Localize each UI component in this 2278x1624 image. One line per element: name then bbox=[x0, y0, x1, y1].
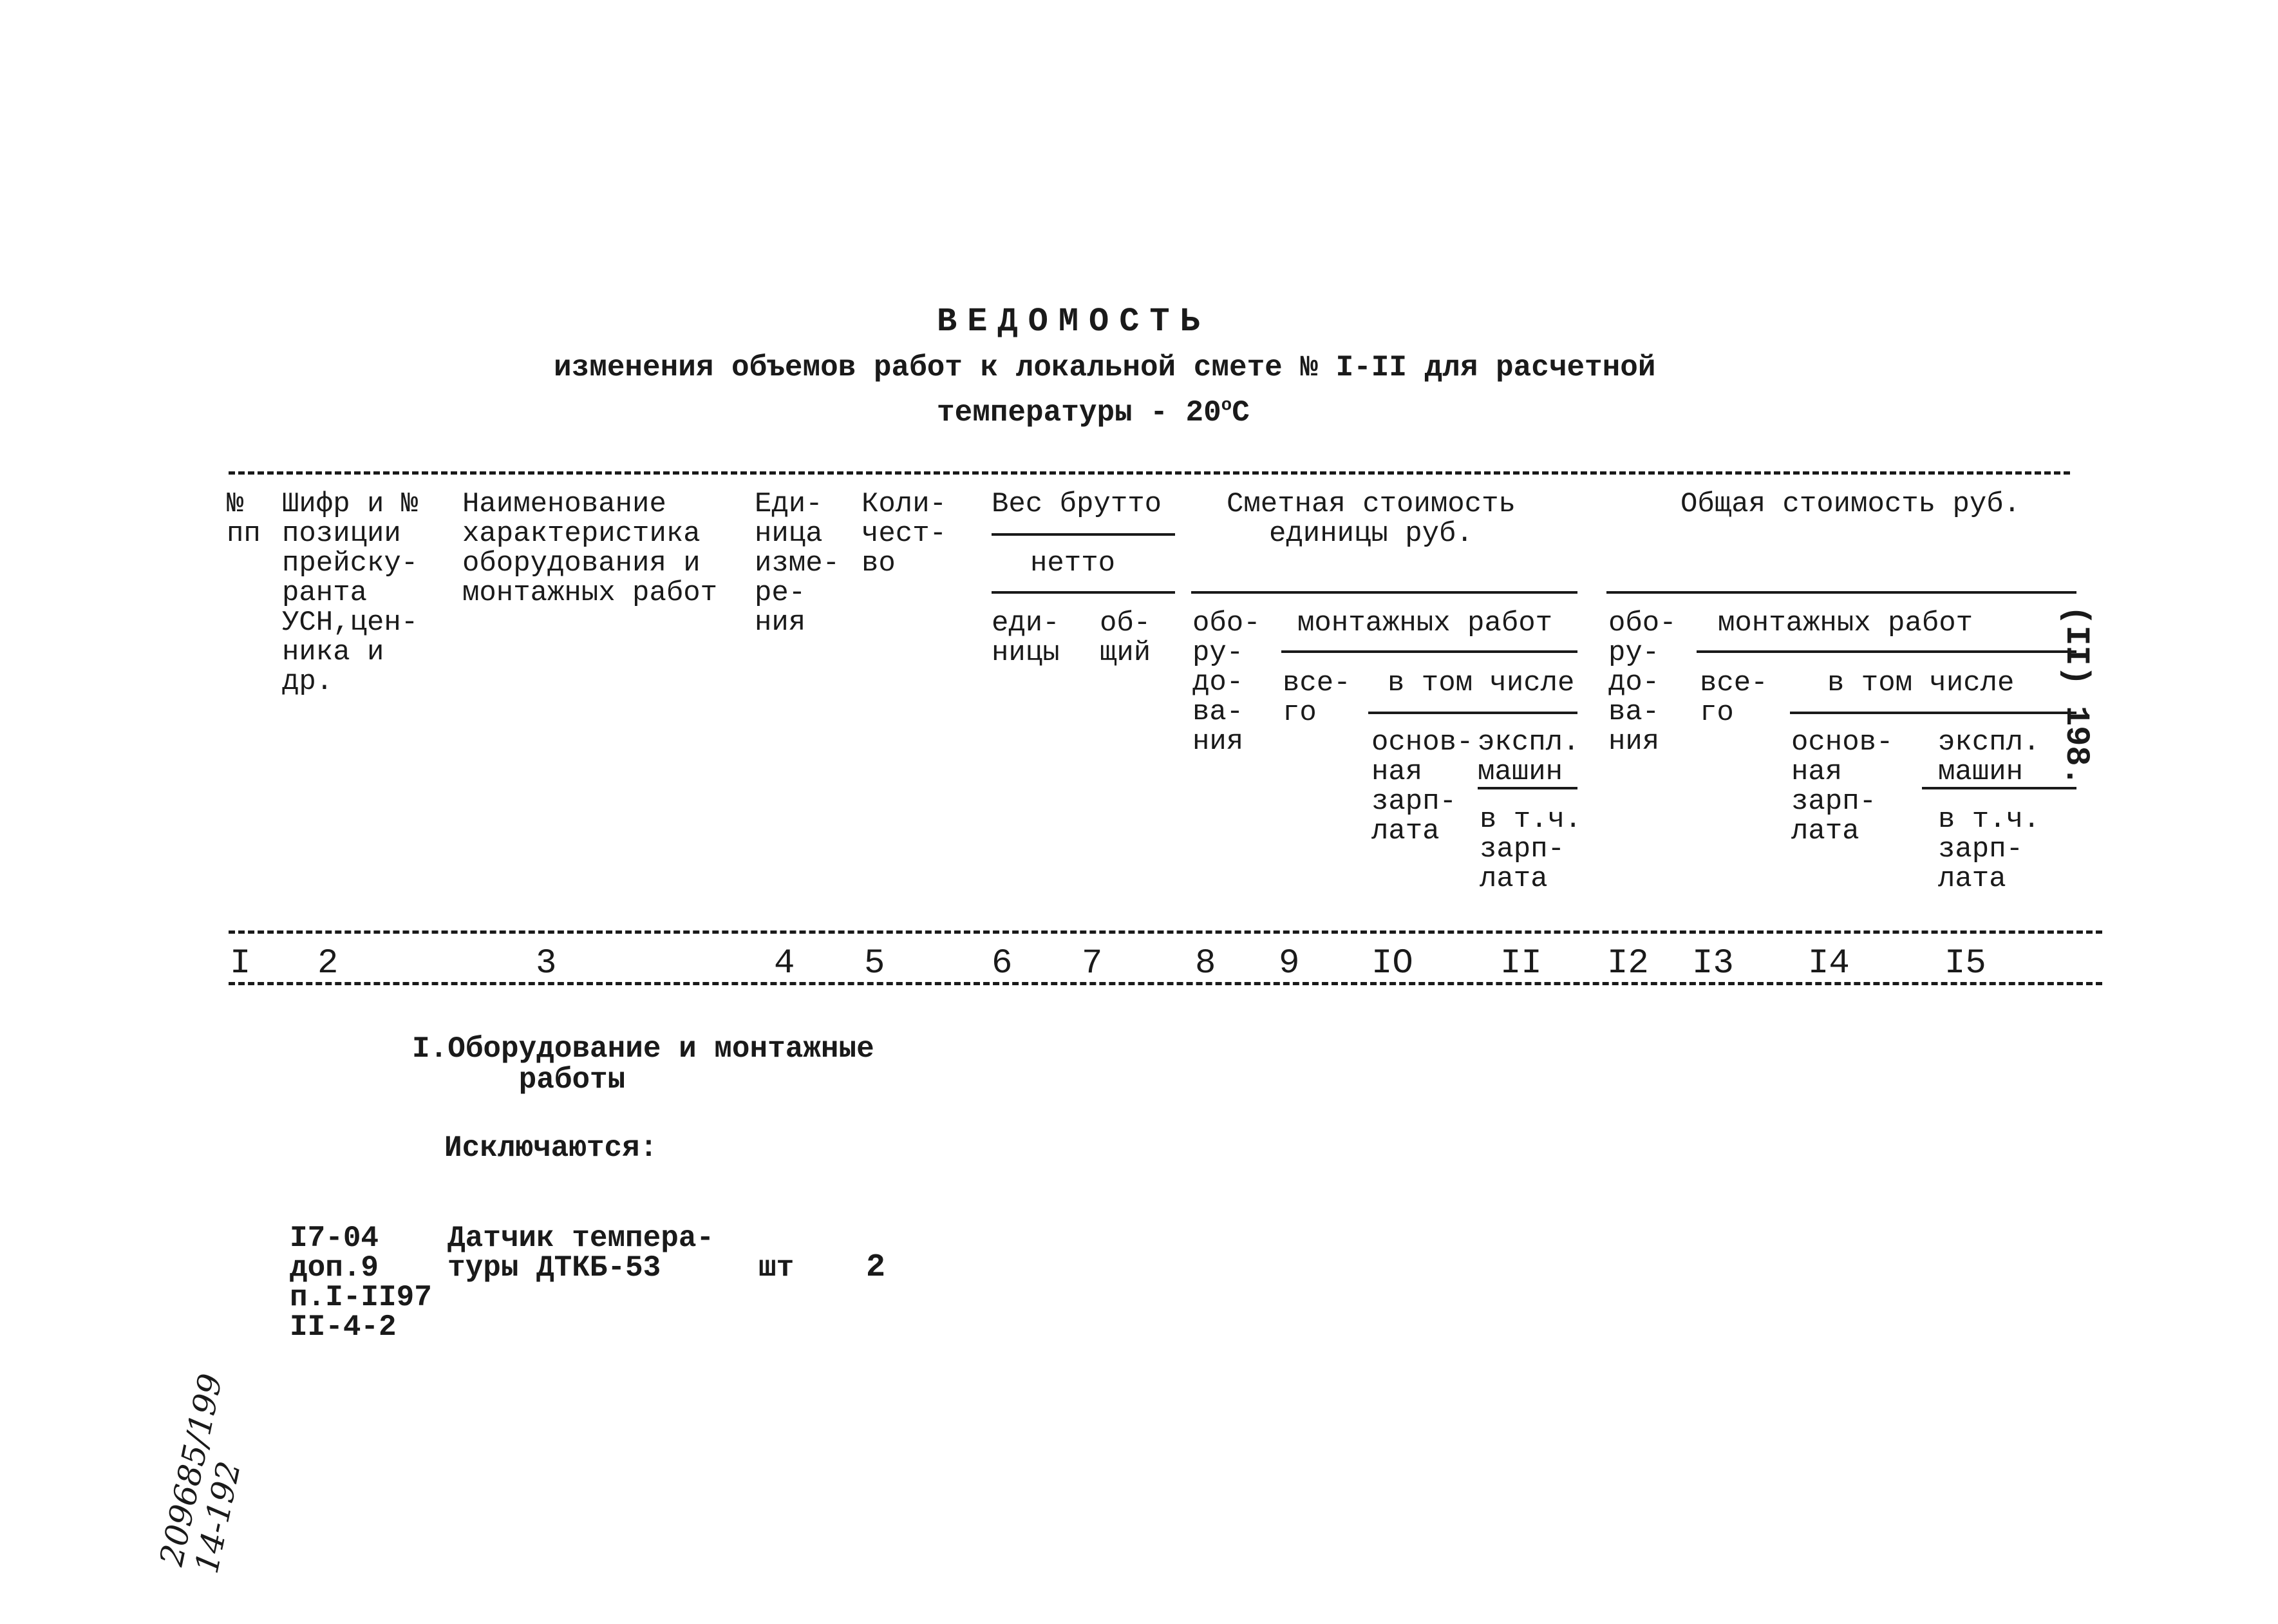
header-col-quantity: Коли- чест- во bbox=[861, 488, 947, 580]
total-mounting-rule bbox=[1697, 650, 2076, 653]
weight-rule-2 bbox=[992, 591, 1175, 594]
column-number-10: IO bbox=[1371, 944, 1413, 983]
row-quantity: 2 bbox=[866, 1249, 886, 1286]
header-col-name: Наименование характеристика оборудования и монтажных работ bbox=[462, 488, 718, 609]
row-code: I7-04 доп.9 п.I-II97 II-4-2 bbox=[290, 1222, 432, 1344]
unit-including-rule bbox=[1368, 712, 1577, 714]
header-total-cost-group: Общая стоимость руб. bbox=[1680, 488, 2021, 520]
column-number-2: 2 bbox=[317, 944, 339, 983]
total-machine-rule bbox=[1922, 787, 2076, 789]
header-top-rule bbox=[229, 471, 2070, 475]
header-unit-including: в том числе bbox=[1388, 667, 1575, 699]
unit-mounting-rule bbox=[1281, 650, 1577, 653]
document-title: ВЕДОМОСТЬ bbox=[937, 303, 1210, 341]
column-number-9: 9 bbox=[1279, 944, 1300, 983]
total-cost-rule bbox=[1606, 591, 2076, 594]
column-number-14: I4 bbox=[1808, 944, 1850, 983]
sheet-number: (II) 198. bbox=[2057, 605, 2095, 786]
excluded-label: Исключаются: bbox=[444, 1131, 658, 1165]
header-unit-mounting: монтажных работ bbox=[1297, 607, 1553, 639]
header-col-number: № пп bbox=[227, 488, 261, 550]
header-weight-total: об- щий bbox=[1100, 607, 1151, 669]
header-weight-unit: еди- ницы bbox=[992, 607, 1060, 669]
header-unit-base-salary: основ- ная зарп- лата bbox=[1371, 726, 1474, 847]
temperature-unit: C bbox=[1232, 396, 1250, 430]
column-number-4: 4 bbox=[774, 944, 795, 983]
header-weight-netto: нетто bbox=[1030, 547, 1116, 580]
header-total-mounting: монтажных работ bbox=[1718, 607, 1973, 639]
column-number-7: 7 bbox=[1082, 944, 1103, 983]
column-number-8: 8 bbox=[1195, 944, 1216, 983]
handwritten-note: 209685/199 14-192 bbox=[153, 1370, 249, 1577]
column-number-15: I5 bbox=[1944, 944, 1986, 983]
header-bottom-rule bbox=[229, 930, 2102, 934]
header-unit-equipment: обо- ру- до- ва- ния bbox=[1192, 607, 1261, 758]
degree-sign: o bbox=[1221, 395, 1232, 416]
row-unit: шт bbox=[758, 1251, 795, 1285]
header-unit-total: все- го bbox=[1283, 667, 1351, 729]
header-total-total: все- го bbox=[1700, 667, 1768, 729]
column-number-12: I2 bbox=[1607, 944, 1649, 983]
weight-rule-1 bbox=[992, 533, 1175, 536]
column-number-11: II bbox=[1500, 944, 1542, 983]
header-col-code: Шифр и № позиции прейску- ранта УСН,цен- ника и др. bbox=[282, 488, 419, 698]
document-subtitle-temperature bbox=[937, 395, 1250, 430]
header-total-machine-ops: экспл. машин bbox=[1938, 726, 2040, 788]
section-title: I.Оборудование и монтажные работы bbox=[412, 1032, 874, 1097]
row-name: Датчик темпера- туры ДТКБ-53 bbox=[447, 1222, 715, 1285]
header-unit-incl-salary: в т.ч. зарп- лата bbox=[1480, 804, 1582, 895]
column-number-1: I bbox=[230, 944, 251, 983]
column-number-3: 3 bbox=[536, 944, 557, 983]
column-number-underline bbox=[229, 982, 2102, 985]
header-total-including: в том числе bbox=[1827, 667, 2015, 699]
unit-cost-rule bbox=[1191, 591, 1577, 594]
header-unit-cost-group: Сметная стоимость единицы руб. bbox=[1227, 488, 1516, 550]
header-weight-brutto: Вес брутто bbox=[992, 488, 1162, 520]
header-total-base-salary: основ- ная зарп- лата bbox=[1791, 726, 1894, 847]
column-number-13: I3 bbox=[1692, 944, 1734, 983]
column-number-5: 5 bbox=[864, 944, 885, 983]
header-col-unit: Еди- ница изме- ре- ния bbox=[755, 488, 840, 639]
header-unit-machine-ops: экспл. машин bbox=[1478, 726, 1580, 788]
header-total-incl-salary: в т.ч. зарп- лата bbox=[1938, 804, 2040, 895]
document-subtitle: изменения объемов работ к локальной смете № I-II для расчетной bbox=[554, 351, 1656, 384]
column-number-6: 6 bbox=[992, 944, 1013, 983]
total-including-rule bbox=[1790, 712, 2076, 714]
header-total-equipment: обо- ру- до- ва- ния bbox=[1608, 607, 1677, 758]
temperature-prefix: температуры - 20 bbox=[937, 396, 1221, 430]
unit-machine-rule bbox=[1478, 787, 1577, 789]
